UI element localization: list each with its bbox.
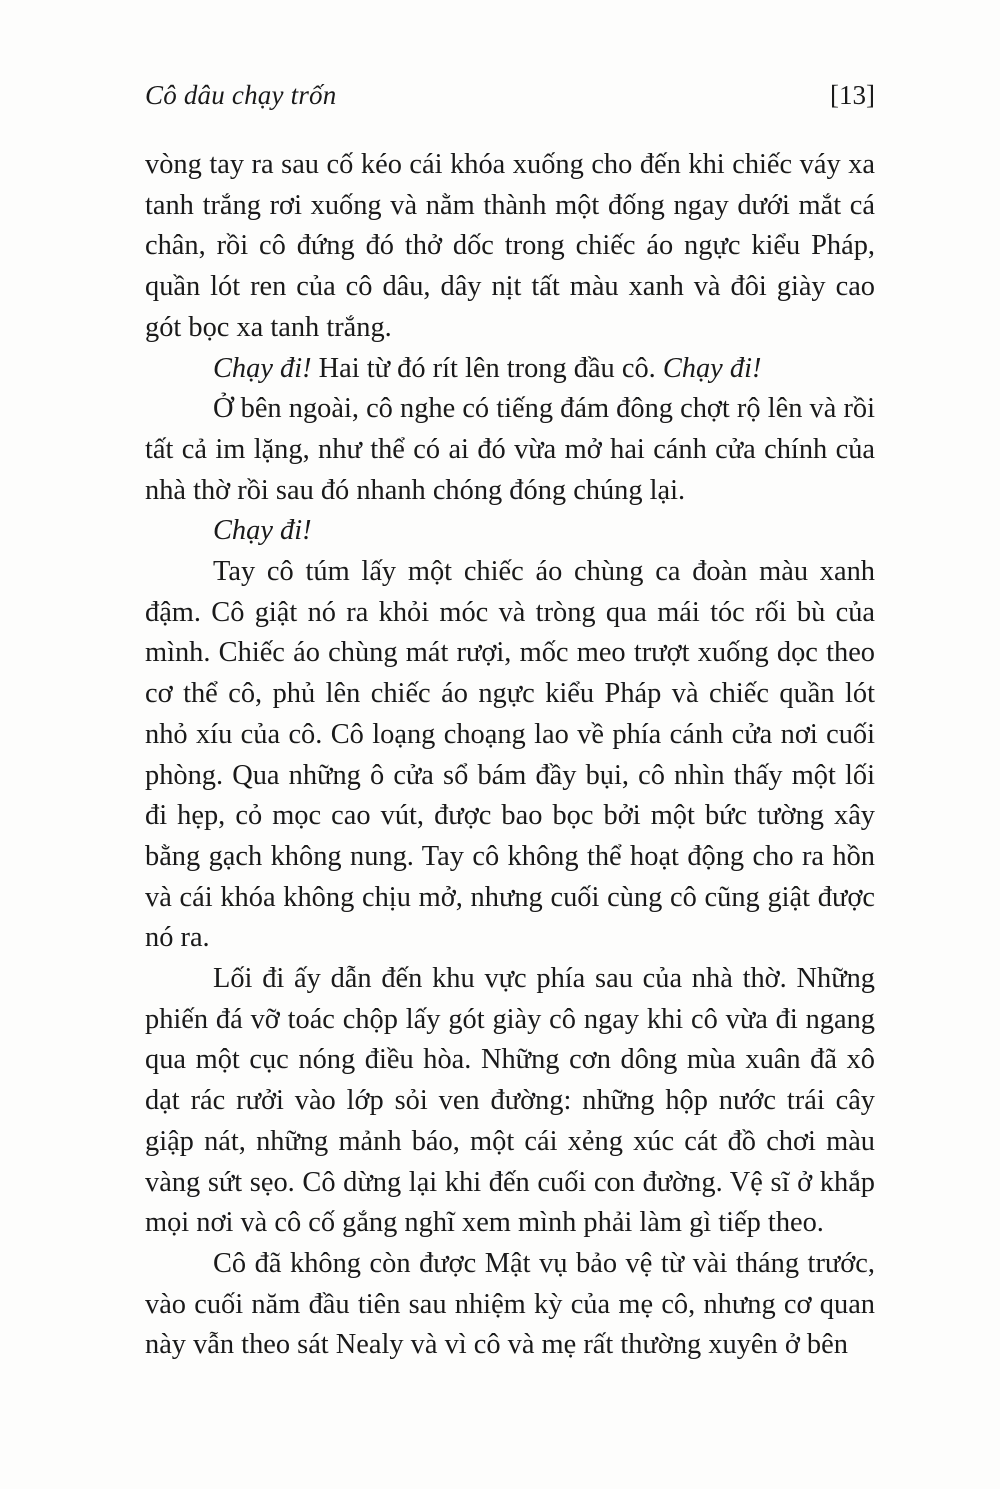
paragraph-7: Cô đã không còn được Mật vụ bảo vệ từ vài tháng trước, vào cuối năm đầu tiên sau nhiệm kỳ của mẹ cô, nhưng cơ quan này vẫn theo sát Nealy và vì cô và mẹ rất thường xuyên ở bên (145, 1247, 875, 1361)
paragraph-2-italic-start: Chạy đi! (213, 352, 312, 384)
body-text (145, 145, 875, 1366)
paragraph-1: vòng tay ra sau cố kéo cái khóa xuống cho đến khi chiếc váy xa tanh trắng rơi xuống và nằm thành một đống ngay dưới mắt cá chân, rồi cô đứng đó thở dốc trong chiếc áo ngực kiểu Pháp, quần lót ren của cô dâu, dây nịt tất màu xanh và đôi giày cao gót bọc xa tanh trắng. (145, 149, 875, 343)
paragraph-3: Ở bên ngoài, cô nghe có tiếng đám đông chợt rộ lên và rồi tất cả im lặng, như thể có ai đó vừa mở hai cánh cửa chính của nhà thờ rồi sau đó nhanh chóng đóng chúng lại. (145, 393, 875, 506)
paragraph-2 (145, 349, 875, 390)
paragraph-6: Lối đi ấy dẫn đến khu vực phía sau của nhà thờ. Những phiến đá vỡ toác chộp lấy gót giày cô ngay khi cô vừa đi ngang qua một cục nóng điều hòa. Những cơn dông mùa xuân đã xô dạt rác rưởi vào lớp sỏi ven đường: những hộp nước trái cây giập nát, những mảnh báo, một cái xẻng xúc cát đồ chơi màu vàng sứt sẹo. Cô dừng lại khi đến cuối con đường. Vệ sĩ ở khắp mọi nơi và cô cố gắng nghĩ xem mình phải làm gì tiếp theo. (145, 963, 875, 1239)
paragraph-2-middle: Hai từ đó rít lên trong đầu cô. (311, 352, 663, 384)
paragraph-2-italic-end: Chạy đi! (662, 352, 762, 384)
running-title: Cô dâu chạy trốn (145, 80, 337, 110)
paragraph-4: Chạy đi! (213, 515, 312, 547)
page-number: [13] (830, 80, 875, 110)
paragraph-5: Tay cô túm lấy một chiếc áo chùng ca đoàn màu xanh đậm. Cô giật nó ra khỏi móc và tròng qua mái tóc rối bù của mình. Chiếc áo chùng mát rượi, mốc meo trượt xuống dọc theo cơ thể cô, phủ lên chiếc áo ngực kiểu Pháp và chiếc quần lót nhỏ xíu của cô. Cô loạng choạng lao về phía cánh cửa nơi cuối phòng. Qua những ô cửa sổ bám đầy bụi, cô nhìn thấy một lối đi hẹp, cỏ mọc cao vút, được bao bọc bởi một bức tường xây bằng gạch không nung. Tay cô không thể hoạt động cho ra hồn và cái khóa không chịu mở, nhưng cuối cùng cô cũng giật được nó ra. (145, 556, 875, 954)
running-header (145, 80, 875, 120)
